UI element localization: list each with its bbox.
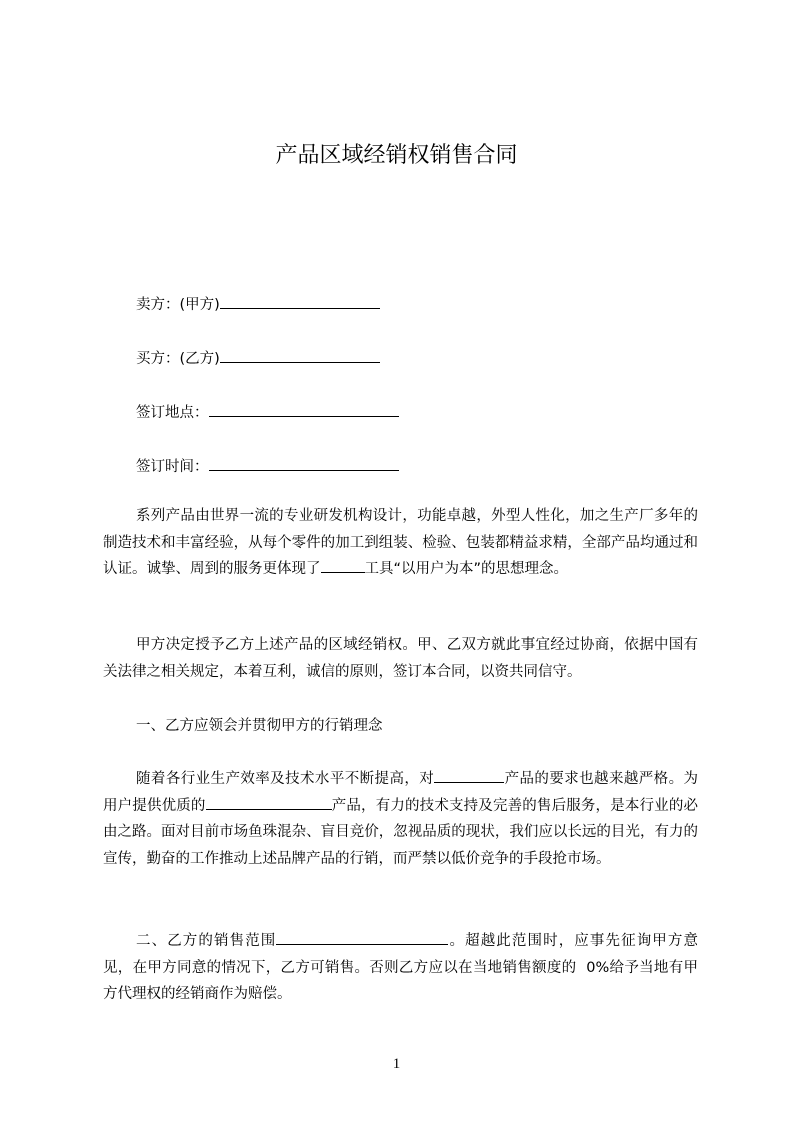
section-2-text-b: 。超越此范围时，应事先征询甲方意见，在甲方同意的情况下，乙方可销售。否则乙方应以在当地销售额度的 xyxy=(103,933,699,976)
section-1-text-c: 产品，有力的技术支持及完善的售后服务，是本行业的必由之路。面对目前市场鱼珠混杂、盲目竞价，忽视品质的现状，我们应以长远的目光，有力的宣传，勤奋的工作推动上述品牌产品的行销，而严禁以低价竞争的手段抢市场。 xyxy=(103,797,698,867)
seller-label: 卖方：(甲方) xyxy=(136,297,220,313)
time-field xyxy=(136,454,399,477)
section-1-paragraph xyxy=(103,766,698,872)
buyer-blank xyxy=(220,346,380,363)
section-1-heading: 一、乙方应领会并贯彻甲方的行销理念 xyxy=(136,718,383,734)
place-blank xyxy=(209,400,399,417)
section-2-text-c: 给予当地有甲方代理权的经销商作为赔偿。 xyxy=(103,959,699,1002)
seller-field xyxy=(136,292,380,315)
section-2-percent: 0% xyxy=(586,959,610,976)
page-number: 1 xyxy=(392,1056,401,1072)
section-1-text-a: 随着各行业生产效率及技术水平不断提高，对 xyxy=(136,771,435,787)
section-1-blank-2 xyxy=(206,795,332,810)
page-title: 产品区域经销权销售合同 xyxy=(275,143,518,168)
buyer-field xyxy=(136,346,380,369)
section-2-text-a: 二、乙方的销售范围 xyxy=(136,933,277,949)
intro-1-text-b: 工具“以用户为本”的思想理念。 xyxy=(364,561,569,577)
seller-blank xyxy=(220,292,380,309)
intro-paragraph-2 xyxy=(103,632,698,685)
intro-2-text: 甲方决定授予乙方上述产品的区域经销权。甲、乙双方就此事宜经过协商，依据中国有关法律之相关规定，本着互利，诚信的原则，签订本合同，以资共同信守。 xyxy=(103,637,698,680)
place-label: 签订地点： xyxy=(136,405,209,421)
intro-paragraph-1 xyxy=(103,503,698,583)
section-2-blank xyxy=(276,930,448,945)
place-field xyxy=(136,400,399,423)
time-label: 签订时间： xyxy=(136,459,209,475)
section-1-text-b: 产品的要求也越来越严格。为用户提供优质的 xyxy=(103,771,699,814)
buyer-label: 买方：(乙方) xyxy=(136,351,220,367)
intro-1-blank xyxy=(321,558,365,573)
section-2-paragraph xyxy=(103,928,698,1008)
intro-1-text-a: 系列产品由世界一流的专业研发机构设计，功能卓越，外型人性化，加之生产厂多年的制造技术和丰富经验，从每个零件的加工到组装、检验、包装都精益求精，全部产品均通过和认证。诚挚、周到的服务更体现了 xyxy=(103,508,698,577)
section-1-blank-1 xyxy=(434,768,504,783)
time-blank xyxy=(209,454,399,471)
